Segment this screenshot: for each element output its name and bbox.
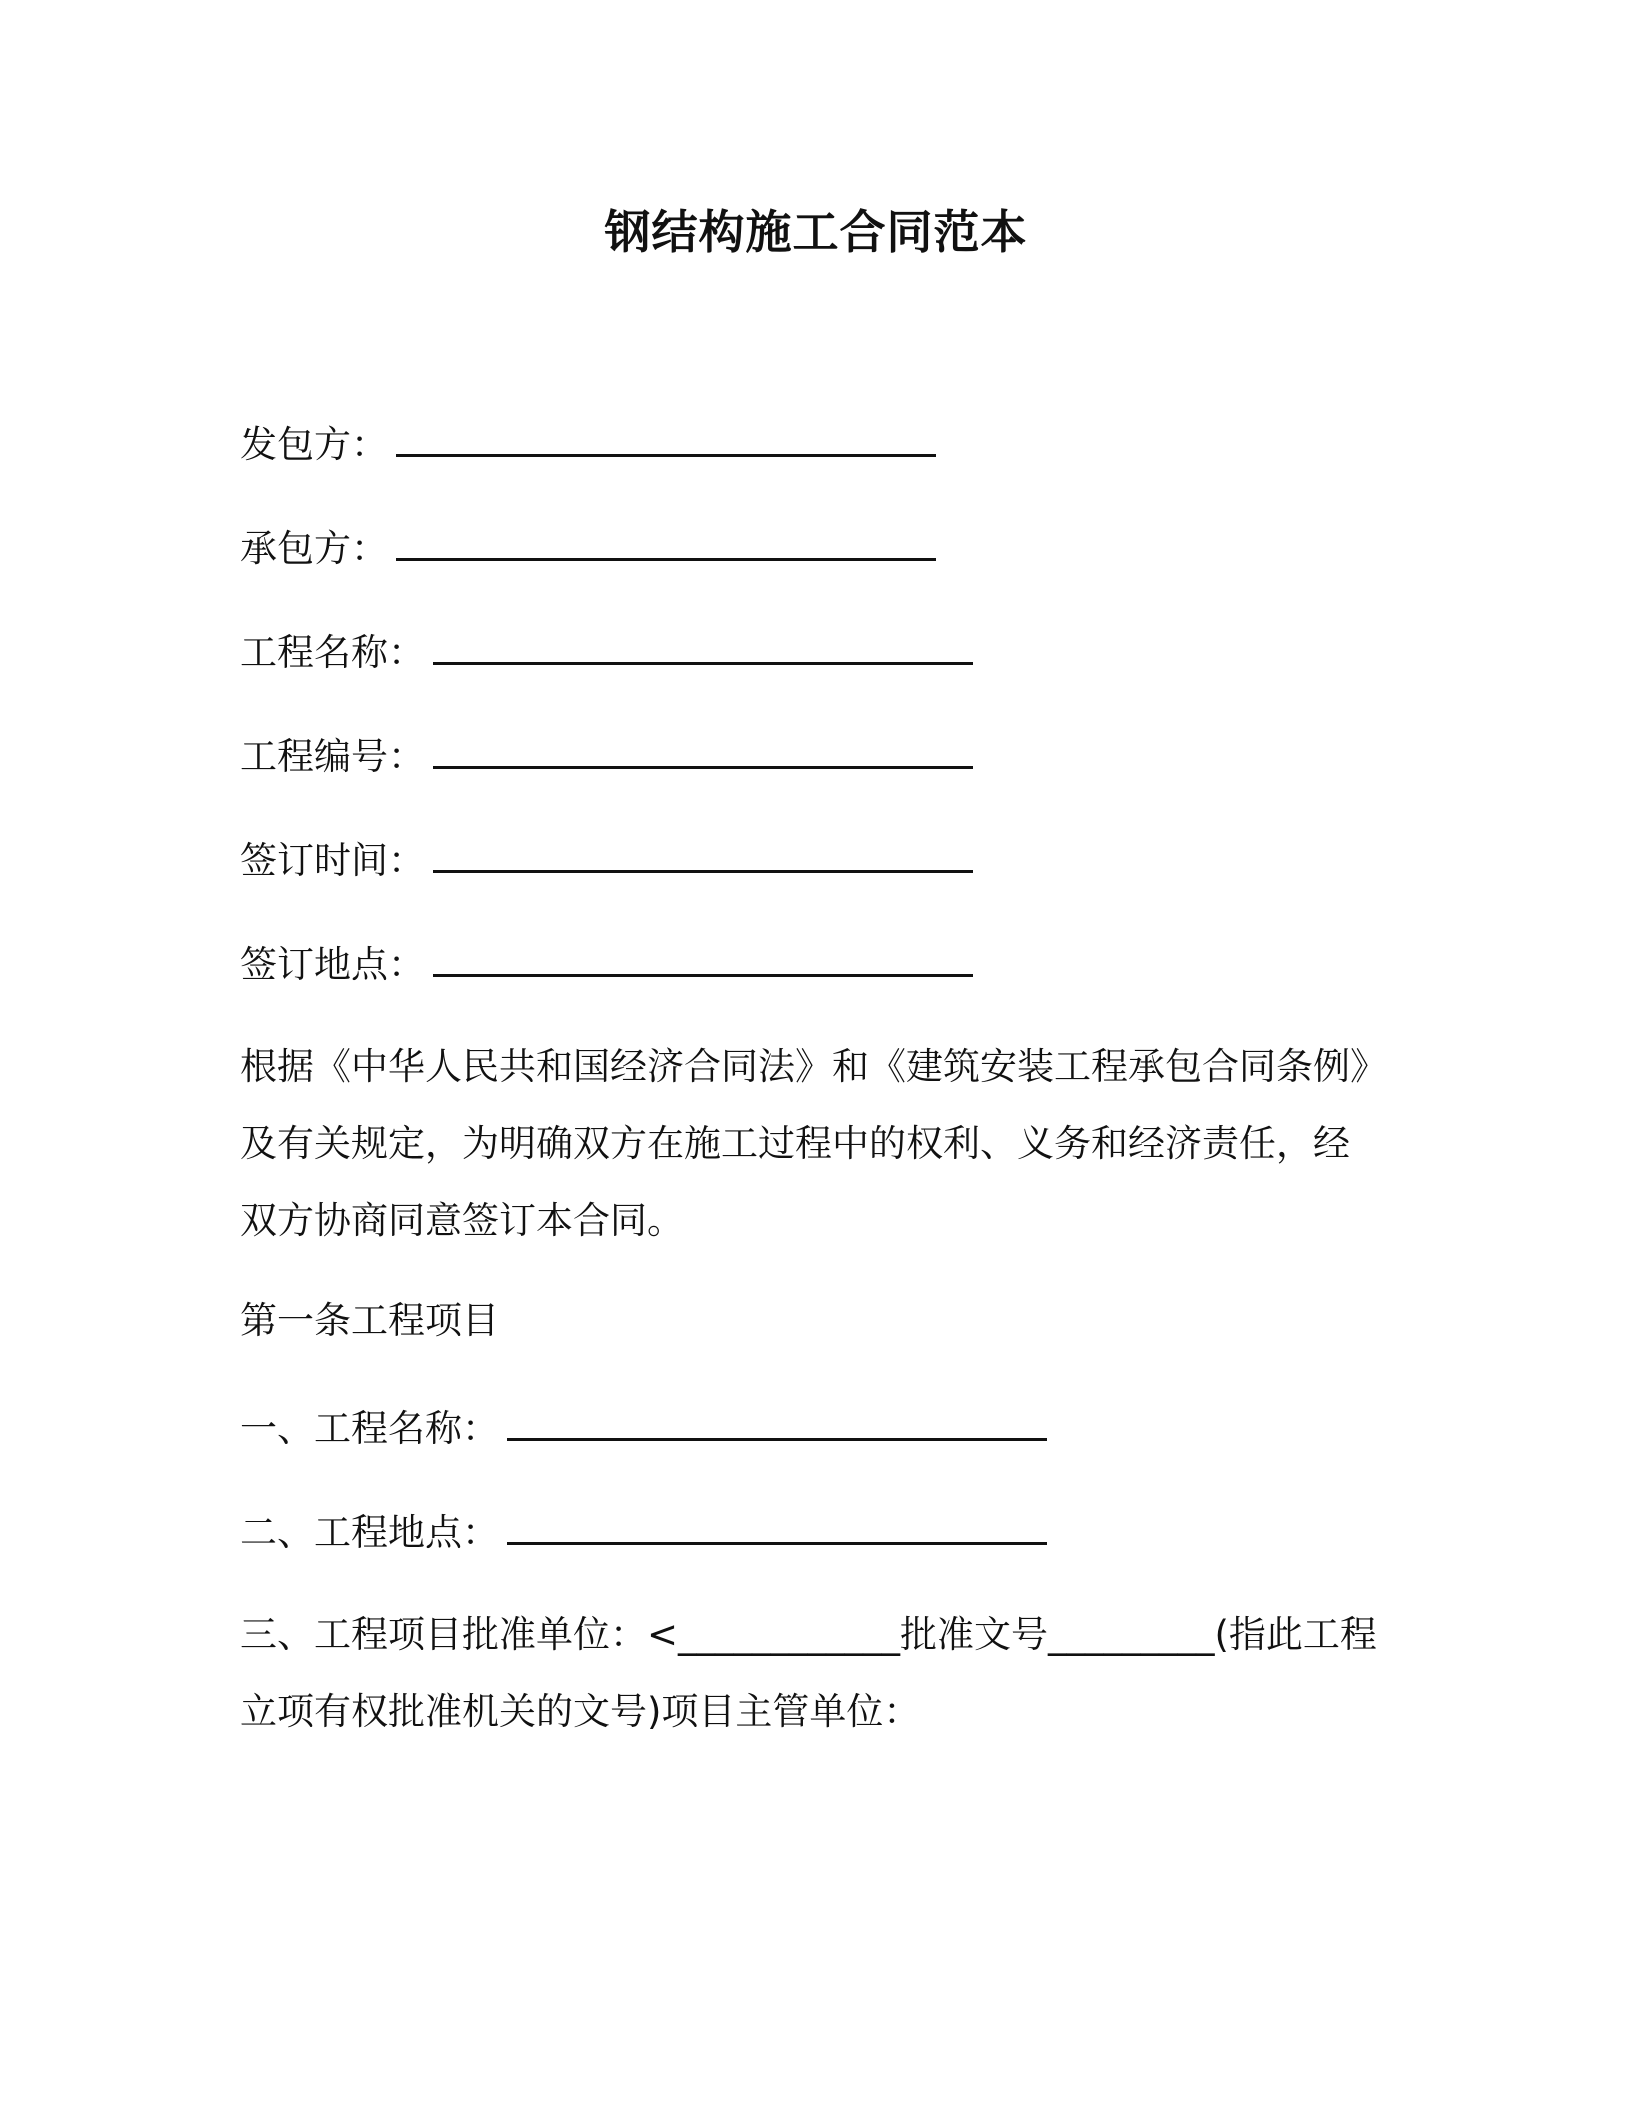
item-3-line: 立项有权批准机关的文号)项目主管单位： — [240, 1690, 921, 1733]
preamble-paragraph — [240, 1028, 1390, 1259]
contractor-blank — [396, 524, 936, 561]
sign-place-label: 签订地点： — [240, 943, 425, 986]
item-1-label: 一、工程名称： — [240, 1407, 499, 1450]
sign-place-blank — [433, 940, 973, 977]
project-name-blank — [433, 628, 973, 665]
contractor-field — [240, 524, 936, 574]
article-1-item-2 — [240, 1508, 1047, 1558]
item-2-label: 二、工程地点： — [240, 1511, 499, 1554]
article-1-item-3 — [240, 1596, 1440, 1750]
sign-place-field — [240, 940, 973, 990]
project-number-field — [240, 732, 973, 782]
preamble-line: 及有关规定，为明确双方在施工过程中的权利、义务和经济责任，经 — [240, 1122, 1350, 1165]
employer-blank — [396, 420, 936, 457]
project-name-label: 工程名称： — [240, 631, 425, 674]
item-2-blank — [507, 1508, 1047, 1545]
document-title: 钢结构施工合同范本 — [604, 205, 1028, 259]
employer-field — [240, 420, 936, 470]
sign-time-blank — [433, 836, 973, 873]
sign-time-label: 签订时间： — [240, 839, 425, 882]
sign-time-field — [240, 836, 973, 886]
contractor-label: 承包方： — [240, 527, 388, 570]
article-1-heading: 第一条工程项目 — [240, 1299, 499, 1342]
item-1-blank — [507, 1404, 1047, 1441]
project-number-blank — [433, 732, 973, 769]
project-name-field — [240, 628, 973, 678]
article-1-item-1 — [240, 1404, 1047, 1454]
project-number-label: 工程编号： — [240, 735, 425, 778]
preamble-line: 根据《中华人民共和国经济合同法》和《建筑安装工程承包合同条例》 — [240, 1045, 1387, 1088]
employer-label: 发包方： — [240, 423, 388, 466]
item-3-line: 三、工程项目批准单位：<____________批准文号_________(指此工程 — [240, 1613, 1377, 1656]
preamble-line: 双方协商同意签订本合同。 — [240, 1199, 684, 1242]
